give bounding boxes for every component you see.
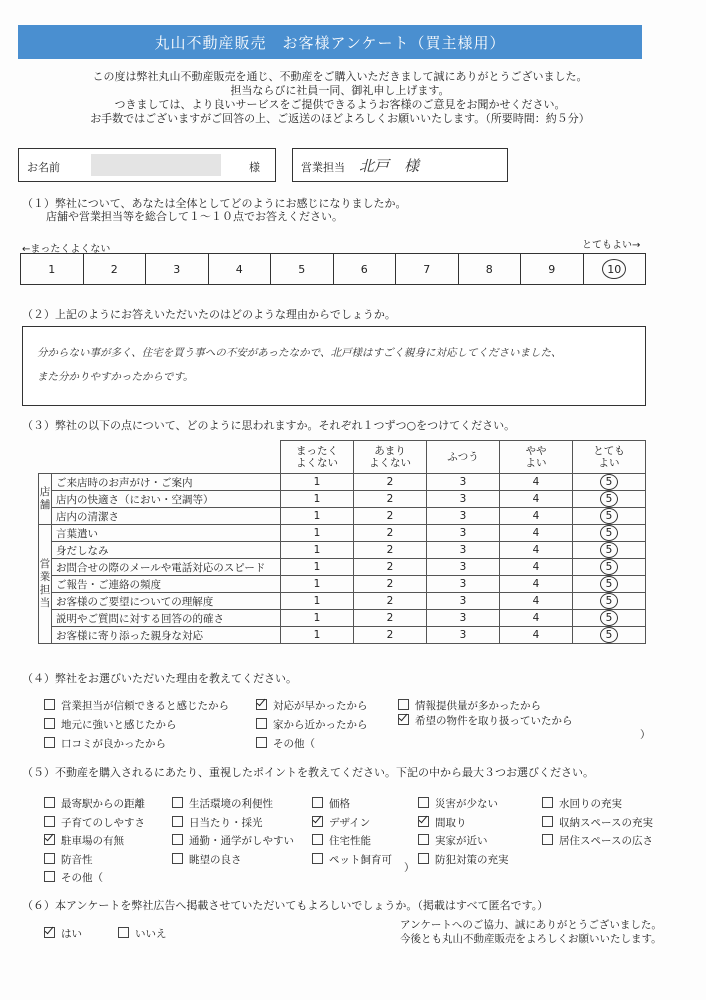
checkbox-icon — [256, 737, 267, 748]
checkbox-checked-icon — [398, 714, 409, 725]
q3-rating-value: 4 — [532, 629, 540, 641]
q3-rating-value: 4 — [532, 493, 540, 505]
q1-option-9[interactable] — [521, 254, 584, 284]
q3-rating-value: 1 — [313, 510, 321, 522]
q3-rating-option[interactable] — [354, 508, 427, 525]
table-row — [39, 474, 646, 491]
q1-option-label: 5 — [298, 262, 306, 276]
q4-option-label: 口コミが良かったから — [61, 738, 166, 750]
q5-option[interactable] — [172, 833, 294, 848]
q4-option-label: 情報提供量が多かったから — [415, 700, 541, 712]
checkbox-checked-icon — [312, 816, 323, 827]
q4-option[interactable] — [398, 713, 573, 728]
q5-option-label: 実家が近い — [435, 835, 488, 847]
checkbox-icon — [542, 816, 553, 827]
q3-rating-value: 5 — [605, 476, 613, 488]
q3-item-label: 説明やご質問に対する回答の的確さ — [52, 610, 281, 627]
table-row — [39, 508, 646, 525]
intro-text — [20, 70, 660, 126]
q5-option-label: 防音性 — [61, 853, 93, 866]
q6-yes-label: はい — [61, 928, 82, 940]
selected-circle-icon — [600, 542, 618, 558]
table-row — [39, 559, 646, 576]
q5-option[interactable] — [312, 815, 370, 830]
q1-scale — [20, 253, 646, 285]
q4-option[interactable] — [44, 698, 229, 713]
q3-rating-value: 1 — [313, 493, 321, 505]
q3-rating-option[interactable] — [573, 559, 646, 576]
q4-option[interactable] — [44, 717, 177, 732]
intro-line: つきましては、より良いサービスをご提供できるようお客様のご意見をお聞かせください。 — [114, 98, 566, 111]
q3-rating-option[interactable] — [354, 491, 427, 508]
selected-circle-icon — [600, 610, 618, 626]
q3-rating-value: 3 — [459, 527, 467, 539]
q3-rating-value: 2 — [386, 629, 394, 641]
selected-circle-icon — [600, 593, 618, 609]
q2-answer-line: 分からない事が多く、住宅を買う事への不安があったなかで、北戸様はすごく親身に対応してくださいました、 — [37, 347, 562, 359]
q5-option[interactable] — [44, 796, 145, 811]
q3-rating-option[interactable] — [500, 610, 573, 627]
q5-option-label: 住宅性能 — [329, 835, 371, 847]
q3-rating-value: 2 — [386, 595, 394, 607]
q3-item-label: 店内の快適さ（におい・空調等） — [52, 491, 281, 508]
table-row — [39, 593, 646, 610]
q3-item-label: 店内の清潔さ — [52, 508, 281, 525]
q3-header: ふつう — [427, 441, 500, 474]
q3-rating-value: 3 — [459, 510, 467, 522]
q3-rating-value: 4 — [532, 578, 540, 590]
staff-value: 北戸 様 — [359, 157, 420, 175]
q1-option-5[interactable] — [271, 254, 334, 284]
q3-rating-option[interactable] — [281, 508, 354, 525]
q5-option[interactable] — [172, 852, 242, 867]
q6-no-label: いいえ — [135, 928, 167, 940]
q5-option[interactable] — [312, 852, 392, 867]
checkbox-checked-icon — [44, 927, 55, 938]
q3-rating-option[interactable] — [354, 559, 427, 576]
q4-option-label: 家から近かったから — [273, 719, 368, 731]
q3-rating-option[interactable] — [573, 627, 646, 644]
checkbox-icon — [44, 853, 55, 864]
q3-header: まったく よくない — [281, 441, 354, 474]
q3-rating-option[interactable] — [281, 491, 354, 508]
q2-text: （２）上記のようにお答えいただいたのはどのような理由からでしょうか。 — [22, 308, 396, 321]
table-row — [39, 491, 646, 508]
q3-rating-value: 5 — [605, 493, 613, 505]
q6-text: （６）本アンケートを弊社広告へ掲載させていただいてもよろしいでしょうか。（掲載はすべて匿名です。） — [22, 899, 549, 912]
q3-rating-option[interactable] — [281, 576, 354, 593]
q3-rating-option[interactable] — [281, 542, 354, 559]
q5-option-label: デザイン — [329, 816, 371, 829]
q3-rating-option[interactable] — [427, 542, 500, 559]
q3-rating-value: 3 — [459, 561, 467, 573]
q3-table — [38, 440, 646, 644]
q5-option-label: 眺望の良さ — [189, 853, 242, 866]
q1-option-label: 10 — [607, 262, 622, 276]
q3-rating-option[interactable] — [281, 474, 354, 491]
q3-rating-value: 1 — [313, 578, 321, 590]
q5-option-label: 駐車場の有無 — [61, 835, 124, 847]
q5-option[interactable] — [542, 815, 653, 830]
q1-selected-circle — [602, 259, 626, 279]
name-suffix: 様 — [249, 161, 260, 174]
q3-text: （３）弊社の以下の点について、どのように思われますか。それぞれ１つずつ○をつけてください。 — [22, 419, 516, 432]
q3-rating-option[interactable] — [573, 576, 646, 593]
q3-rating-option[interactable] — [500, 576, 573, 593]
q3-rating-value: 1 — [313, 476, 321, 488]
q3-rating-value: 1 — [313, 595, 321, 607]
checkbox-icon — [44, 699, 55, 710]
q3-rating-value: 5 — [605, 527, 613, 539]
q3-rating-value: 4 — [532, 476, 540, 488]
table-row — [39, 627, 646, 644]
q1-option-4[interactable] — [209, 254, 272, 284]
checkbox-icon — [542, 834, 553, 845]
checkbox-icon — [312, 834, 323, 845]
q5-close-paren: ） — [404, 862, 415, 874]
q3-rating-value: 2 — [386, 493, 394, 505]
q4-close-paren: ） — [640, 729, 651, 741]
q5-option-label: 水回りの充実 — [559, 798, 622, 810]
q3-rating-option[interactable] — [354, 627, 427, 644]
q3-rating-option[interactable] — [354, 610, 427, 627]
name-field[interactable] — [18, 148, 276, 182]
checkbox-icon — [44, 737, 55, 748]
q3-item-label: ご来店時のお声がけ・ご案内 — [52, 474, 281, 491]
q3-body — [39, 474, 646, 644]
name-redacted — [91, 154, 221, 176]
checkbox-icon — [418, 853, 429, 864]
q4-option[interactable] — [256, 736, 315, 751]
q3-rating-value: 5 — [605, 510, 613, 522]
q3-item-label: ご報告・ご連絡の頻度 — [52, 576, 281, 593]
q4-text: （４）弊社をお選びいただいた理由を教えてください。 — [22, 672, 297, 685]
q3-item-label: 身だしなみ — [52, 542, 281, 559]
q3-rating-value: 5 — [605, 578, 613, 590]
q3-rating-value: 3 — [459, 612, 467, 624]
checkbox-checked-icon — [44, 834, 55, 845]
q5-option[interactable] — [542, 833, 653, 848]
survey-title: 丸山不動産販売 お客様アンケート（買主様用） — [18, 25, 642, 59]
q3-rating-option[interactable] — [500, 559, 573, 576]
name-label: お名前 — [27, 161, 60, 174]
q4-option-label: 希望の物件を取り扱っていたから — [415, 715, 573, 727]
checkbox-checked-icon — [256, 699, 267, 710]
q5-option-label: その他（ — [61, 872, 103, 884]
q5-option[interactable] — [542, 796, 622, 811]
q3-rating-option[interactable] — [573, 610, 646, 627]
checkbox-icon — [44, 871, 55, 882]
q1-option-3[interactable] — [146, 254, 209, 284]
q3-rating-value: 5 — [605, 561, 613, 573]
q3-item-label: お客様に寄り添った親身な対応 — [52, 627, 281, 644]
q4-option[interactable] — [44, 736, 166, 751]
q5-option[interactable] — [418, 833, 488, 848]
q1-option-2[interactable] — [84, 254, 147, 284]
checkbox-icon — [44, 816, 55, 827]
q4-option[interactable] — [256, 698, 368, 713]
q3-rating-option[interactable] — [427, 474, 500, 491]
q3-rating-option[interactable] — [427, 508, 500, 525]
q5-option[interactable] — [44, 833, 124, 848]
selected-circle-icon — [600, 491, 618, 507]
q3-header: やや よい — [500, 441, 573, 474]
q3-rating-value: 3 — [459, 595, 467, 607]
q1-right-label: とてもよい→ — [582, 240, 641, 251]
checkbox-icon — [118, 927, 129, 938]
q3-rating-value: 5 — [605, 629, 613, 641]
q5-option-label: 通勤・通学がしやすい — [189, 835, 294, 847]
q5-option-label: 最寄駅からの距離 — [61, 798, 145, 810]
checkbox-icon — [312, 797, 323, 808]
q3-rating-option[interactable] — [427, 627, 500, 644]
selected-circle-icon — [600, 474, 618, 490]
q3-rating-option[interactable] — [427, 593, 500, 610]
staff-label: 営業担当 — [301, 161, 345, 174]
q1-option-10[interactable] — [584, 254, 646, 284]
q3-header: あまり よくない — [354, 441, 427, 474]
q1-option-8[interactable] — [459, 254, 522, 284]
q5-option-label: 収納スペースの充実 — [559, 816, 653, 829]
q2-answer-line: また分かりやすかったからです。 — [37, 371, 194, 383]
q5-option-label: 生活環境の利便性 — [189, 798, 273, 810]
q3-rating-value: 1 — [313, 629, 321, 641]
q3-item-label: 言葉遣い — [52, 525, 281, 542]
q3-rating-option[interactable] — [573, 542, 646, 559]
q3-rating-option[interactable] — [281, 525, 354, 542]
checkbox-checked-icon — [418, 816, 429, 827]
q3-rating-value: 1 — [313, 544, 321, 556]
intro-line: お手数ではございますがご回答の上、ご返送のほどよろしくお願いいたします。（所要時間：約５分） — [90, 112, 590, 125]
q3-rating-option[interactable] — [500, 525, 573, 542]
q5-option[interactable] — [44, 870, 103, 885]
q1-option-label: 2 — [110, 262, 118, 276]
q3-rating-option[interactable] — [500, 627, 573, 644]
checkbox-icon — [172, 853, 183, 864]
q3-rating-option[interactable] — [354, 474, 427, 491]
thanks-line: 今後とも丸山不動産販売をよろしくお願いいたします。 — [400, 933, 662, 945]
q3-rating-option[interactable] — [573, 593, 646, 610]
q5-option[interactable] — [172, 796, 273, 811]
q3-rating-value: 2 — [386, 510, 394, 522]
q3-rating-option[interactable] — [500, 542, 573, 559]
intro-line: 担当ならびに社員一同、御礼申し上げます。 — [230, 84, 450, 97]
q3-rating-option[interactable] — [354, 576, 427, 593]
q3-rating-value: 2 — [386, 561, 394, 573]
q1-option-label: 9 — [548, 262, 556, 276]
q5-option-label: 日当たり・採光 — [189, 816, 263, 829]
q3-rating-option[interactable] — [573, 474, 646, 491]
checkbox-icon — [172, 834, 183, 845]
q1-option-1[interactable] — [21, 254, 84, 284]
checkbox-icon — [398, 699, 409, 710]
q5-option-label: 居住スペースの広さ — [559, 835, 653, 847]
q3-rating-option[interactable] — [500, 491, 573, 508]
q1-option-label: 8 — [485, 262, 493, 276]
q3-rating-value: 4 — [532, 612, 540, 624]
q5-option-label: 間取り — [435, 816, 467, 829]
q5-text: （５）不動産を購入されるにあたり、重視したポイントを教えてください。下記の中から最大３つお選びください。 — [22, 766, 594, 779]
q1-text — [22, 197, 407, 223]
table-row — [39, 525, 646, 542]
q1-option-label: 6 — [360, 262, 368, 276]
q6-no-option[interactable] — [118, 926, 167, 941]
q3-rating-value: 4 — [532, 527, 540, 539]
q3-rating-option[interactable] — [500, 593, 573, 610]
q1-option-label: 1 — [48, 262, 56, 276]
thanks-line: アンケートへのご協力、誠にありがとうございました。 — [400, 919, 662, 931]
q5-option-label: 災害が少ない — [435, 798, 498, 810]
q3-rating-value: 4 — [532, 595, 540, 607]
q3-group-label: 店 舗 — [39, 474, 52, 525]
q3-rating-option[interactable] — [281, 627, 354, 644]
checkbox-icon — [542, 797, 553, 808]
q3-rating-value: 2 — [386, 476, 394, 488]
q5-option[interactable] — [418, 852, 509, 867]
q3-item-label: お問合せの際のメールや電話対応のスピード — [52, 559, 281, 576]
q3-rating-value: 2 — [386, 527, 394, 539]
q5-option[interactable] — [172, 815, 263, 830]
q2-answer-box[interactable] — [22, 326, 646, 406]
q6-yes-option[interactable] — [44, 926, 82, 941]
q3-rating-value: 3 — [459, 629, 467, 641]
q5-option[interactable] — [418, 796, 498, 811]
q3-rating-value: 5 — [605, 544, 613, 556]
q4-option[interactable] — [256, 717, 368, 732]
q1-line: 店舗や営業担当等を総合して１～１０点でお答えください。 — [46, 210, 343, 223]
thanks-text — [400, 918, 662, 946]
staff-field[interactable] — [292, 148, 508, 182]
q3-rating-value: 4 — [532, 544, 540, 556]
selected-circle-icon — [600, 525, 618, 541]
table-row — [39, 610, 646, 627]
q5-option-label: 価格 — [329, 798, 350, 810]
q5-option[interactable] — [312, 796, 350, 811]
q3-rating-value: 3 — [459, 578, 467, 590]
checkbox-icon — [44, 718, 55, 729]
q5-option[interactable] — [418, 815, 467, 830]
q1-option-label: 7 — [423, 262, 431, 276]
q3-rating-option[interactable] — [427, 525, 500, 542]
q3-group-label: 営 業 担 当 — [39, 525, 52, 644]
q3-rating-value: 4 — [532, 510, 540, 522]
selected-circle-icon — [600, 576, 618, 592]
q3-rating-option[interactable] — [500, 508, 573, 525]
q5-option-label: 子育てのしやすさ — [61, 816, 145, 829]
q4-option-label: 営業担当が信頼できると感じたから — [61, 700, 229, 712]
checkbox-icon — [172, 797, 183, 808]
q1-option-6[interactable] — [334, 254, 397, 284]
q3-rating-value: 5 — [605, 595, 613, 607]
q5-option-label: 防犯対策の充実 — [435, 853, 509, 866]
q5-option[interactable] — [44, 815, 145, 830]
selected-circle-icon — [600, 559, 618, 575]
q3-rating-value: 1 — [313, 612, 321, 624]
q3-rating-option[interactable] — [500, 474, 573, 491]
q3-rating-option[interactable] — [427, 491, 500, 508]
q3-rating-value: 3 — [459, 544, 467, 556]
q3-rating-option[interactable] — [354, 525, 427, 542]
q3-rating-value: 3 — [459, 476, 467, 488]
q3-item-label: お客様のご要望についての理解度 — [52, 593, 281, 610]
table-row — [39, 542, 646, 559]
q1-option-7[interactable] — [396, 254, 459, 284]
q3-rating-value: 1 — [313, 561, 321, 573]
selected-circle-icon — [600, 508, 618, 524]
table-row — [39, 576, 646, 593]
q3-rating-value: 4 — [532, 561, 540, 573]
q3-rating-value: 5 — [605, 612, 613, 624]
q3-header: とても よい — [573, 441, 646, 474]
q3-rating-option[interactable] — [281, 593, 354, 610]
q1-option-label: 4 — [235, 262, 243, 276]
q3-rating-value: 2 — [386, 578, 394, 590]
checkbox-icon — [418, 834, 429, 845]
q3-rating-value: 2 — [386, 612, 394, 624]
q3-rating-option[interactable] — [354, 593, 427, 610]
checkbox-icon — [172, 816, 183, 827]
q1-option-label: 3 — [173, 262, 181, 276]
selected-circle-icon — [600, 627, 618, 643]
checkbox-icon — [256, 718, 267, 729]
checkbox-icon — [312, 853, 323, 864]
q3-rating-option[interactable] — [427, 576, 500, 593]
q3-rating-option[interactable] — [281, 610, 354, 627]
q3-rating-value: 1 — [313, 527, 321, 539]
q3-rating-option[interactable] — [281, 559, 354, 576]
q3-rating-option[interactable] — [573, 525, 646, 542]
q3-rating-option[interactable] — [573, 508, 646, 525]
q4-option-label: 対応が早かったから — [273, 700, 368, 712]
q4-option-label: その他（ — [273, 738, 315, 750]
checkbox-icon — [44, 797, 55, 808]
q3-rating-value: 3 — [459, 493, 467, 505]
q3-rating-option[interactable] — [427, 559, 500, 576]
q3-rating-option[interactable] — [573, 491, 646, 508]
q5-option[interactable] — [44, 852, 93, 867]
q3-rating-option[interactable] — [427, 610, 500, 627]
q5-option-label: ペット飼育可 — [329, 853, 392, 866]
intro-line: この度は弊社丸山不動産販売を通じ、不動産をご購入いただきまして誠にありがとうございました。 — [92, 70, 588, 83]
q4-option[interactable] — [398, 698, 541, 713]
q1-line: （１）弊社について、あなたは全体としてどのようにお感じになりましたか。 — [22, 197, 407, 210]
q3-empty-header — [39, 441, 281, 474]
q5-option[interactable] — [312, 833, 371, 848]
q4-option-label: 地元に強いと感じたから — [61, 719, 177, 731]
q3-rating-option[interactable] — [354, 542, 427, 559]
checkbox-icon — [418, 797, 429, 808]
q3-rating-value: 2 — [386, 544, 394, 556]
q1-left-label: ←まったくよくない — [22, 244, 111, 255]
